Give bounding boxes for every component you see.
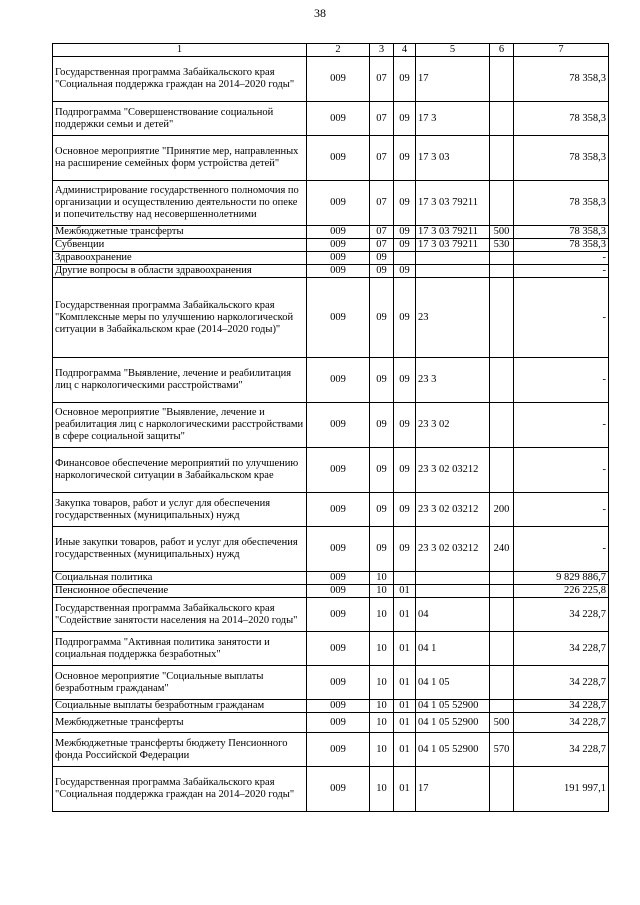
- table-row: [53, 767, 609, 812]
- table-row: [53, 598, 609, 632]
- table-row: [53, 713, 609, 733]
- table-row: [53, 252, 609, 265]
- table-row: [53, 226, 609, 239]
- row-sum: 9 829 886,7: [514, 572, 609, 585]
- row-pr: 09: [394, 226, 416, 239]
- row-vr: [490, 572, 514, 585]
- row-csr: [416, 265, 490, 278]
- header-col-5: 5: [416, 44, 490, 57]
- row-rz: 07: [370, 57, 394, 102]
- row-csr: 04 1 05 52900: [416, 733, 490, 767]
- row-ved: 009: [307, 585, 370, 598]
- row-name: Подпрограмма "Активная политика занятости и социальная поддержка безработных": [53, 632, 307, 666]
- row-sum: -: [514, 493, 609, 527]
- row-pr: 09: [394, 239, 416, 252]
- row-rz: 09: [370, 403, 394, 448]
- row-vr: [490, 403, 514, 448]
- row-ved: 009: [307, 226, 370, 239]
- row-vr: [490, 700, 514, 713]
- row-rz: 10: [370, 666, 394, 700]
- row-csr: 23 3 02 03212: [416, 527, 490, 572]
- row-ved: 009: [307, 102, 370, 136]
- row-ved: 009: [307, 572, 370, 585]
- row-sum: 78 358,3: [514, 136, 609, 181]
- row-vr: [490, 57, 514, 102]
- row-rz: 09: [370, 278, 394, 358]
- row-vr: [490, 585, 514, 598]
- table-row: [53, 265, 609, 278]
- row-csr: 23 3 02 03212: [416, 493, 490, 527]
- row-sum: 34 228,7: [514, 666, 609, 700]
- row-sum: 34 228,7: [514, 598, 609, 632]
- table-row: [53, 733, 609, 767]
- row-pr: 01: [394, 713, 416, 733]
- row-vr: [490, 136, 514, 181]
- row-sum: -: [514, 278, 609, 358]
- row-csr: [416, 585, 490, 598]
- row-vr: [490, 252, 514, 265]
- row-csr: 04: [416, 598, 490, 632]
- row-name: Межбюджетные трансферты: [53, 226, 307, 239]
- row-ved: 009: [307, 252, 370, 265]
- row-csr: 04 1 05 52900: [416, 700, 490, 713]
- row-name: Межбюджетные трансферты бюджету Пенсионного фонда Российской Федерации: [53, 733, 307, 767]
- table-row: [53, 102, 609, 136]
- row-csr: 23 3 02: [416, 403, 490, 448]
- table-row: [53, 239, 609, 252]
- row-rz: 10: [370, 767, 394, 812]
- row-pr: 09: [394, 57, 416, 102]
- row-rz: 10: [370, 585, 394, 598]
- row-pr: 09: [394, 527, 416, 572]
- row-ved: 009: [307, 136, 370, 181]
- row-pr: 01: [394, 632, 416, 666]
- row-rz: 07: [370, 136, 394, 181]
- row-ved: 009: [307, 57, 370, 102]
- row-sum: 226 225,8: [514, 585, 609, 598]
- row-csr: 23 3 02 03212: [416, 448, 490, 493]
- header-col-3: 3: [370, 44, 394, 57]
- row-sum: -: [514, 527, 609, 572]
- row-vr: [490, 102, 514, 136]
- row-sum: 78 358,3: [514, 57, 609, 102]
- row-vr: 530: [490, 239, 514, 252]
- table-row: [53, 493, 609, 527]
- row-ved: 009: [307, 632, 370, 666]
- header-col-1: 1: [53, 44, 307, 57]
- row-csr: 23 3: [416, 358, 490, 403]
- row-csr: [416, 572, 490, 585]
- row-vr: [490, 767, 514, 812]
- row-vr: [490, 181, 514, 226]
- row-pr: [394, 572, 416, 585]
- row-ved: 009: [307, 181, 370, 226]
- row-rz: 09: [370, 527, 394, 572]
- row-rz: 09: [370, 448, 394, 493]
- row-pr: 09: [394, 493, 416, 527]
- row-name: Закупка товаров, работ и услуг для обеспечения государственных (муниципальных) нужд: [53, 493, 307, 527]
- row-pr: 09: [394, 265, 416, 278]
- row-ved: 009: [307, 666, 370, 700]
- row-csr: 17: [416, 767, 490, 812]
- row-rz: 10: [370, 572, 394, 585]
- row-sum: -: [514, 358, 609, 403]
- row-csr: 17 3 03: [416, 136, 490, 181]
- row-ved: 009: [307, 358, 370, 403]
- header-col-4: 4: [394, 44, 416, 57]
- row-csr: [416, 252, 490, 265]
- row-pr: 09: [394, 358, 416, 403]
- row-name: Государственная программа Забайкальского края "Содействие занятости населения на 2014–2020 годы": [53, 598, 307, 632]
- row-pr: 01: [394, 666, 416, 700]
- table-row: [53, 181, 609, 226]
- table-row: [53, 136, 609, 181]
- row-vr: [490, 448, 514, 493]
- row-csr: 04 1: [416, 632, 490, 666]
- row-ved: 009: [307, 767, 370, 812]
- header-col-6: 6: [490, 44, 514, 57]
- row-vr: 200: [490, 493, 514, 527]
- row-name: Подпрограмма "Совершенствование социальной поддержки семьи и детей": [53, 102, 307, 136]
- row-ved: 009: [307, 733, 370, 767]
- row-sum: 34 228,7: [514, 700, 609, 713]
- table-row: [53, 448, 609, 493]
- row-pr: 09: [394, 136, 416, 181]
- row-name: Государственная программа Забайкальского края "Комплексные меры по улучшению наркологической ситуации в Забайкальском крае (2014–2020 годы)": [53, 278, 307, 358]
- page-number: 38: [314, 6, 326, 20]
- row-name: Межбюджетные трансферты: [53, 713, 307, 733]
- row-ved: 009: [307, 403, 370, 448]
- row-csr: 17: [416, 57, 490, 102]
- row-name: Администрирование государственного полномочия по организации и осуществлению деятельности по опеке и попечительству над несовершеннолетними: [53, 181, 307, 226]
- table-row: [53, 700, 609, 713]
- row-csr: 04 1 05: [416, 666, 490, 700]
- table-row: [53, 57, 609, 102]
- row-rz: 10: [370, 733, 394, 767]
- row-pr: 01: [394, 733, 416, 767]
- header-row: [53, 44, 609, 57]
- row-csr: 17 3 03 79211: [416, 181, 490, 226]
- budget-table: [52, 43, 609, 812]
- row-rz: 07: [370, 239, 394, 252]
- row-name: Финансовое обеспечение мероприятий по улучшению наркологической ситуации в Забайкальском крае: [53, 448, 307, 493]
- row-csr: 17 3 03 79211: [416, 239, 490, 252]
- row-vr: 240: [490, 527, 514, 572]
- row-sum: 191 997,1: [514, 767, 609, 812]
- row-name: Государственная программа Забайкальского края "Социальная поддержка граждан на 2014–2020 годы": [53, 57, 307, 102]
- row-vr: [490, 666, 514, 700]
- row-pr: 01: [394, 585, 416, 598]
- header-col-7: 7: [514, 44, 609, 57]
- row-rz: 09: [370, 252, 394, 265]
- row-name: Социальные выплаты безработным гражданам: [53, 700, 307, 713]
- table-row: [53, 572, 609, 585]
- row-pr: 09: [394, 181, 416, 226]
- row-ved: 009: [307, 713, 370, 733]
- row-vr: [490, 278, 514, 358]
- row-ved: 009: [307, 598, 370, 632]
- row-rz: 07: [370, 102, 394, 136]
- row-rz: 10: [370, 700, 394, 713]
- row-vr: 500: [490, 713, 514, 733]
- row-ved: 009: [307, 448, 370, 493]
- row-sum: 78 358,3: [514, 181, 609, 226]
- row-pr: 01: [394, 700, 416, 713]
- table-row: [53, 585, 609, 598]
- row-vr: 570: [490, 733, 514, 767]
- row-rz: 09: [370, 265, 394, 278]
- row-rz: 10: [370, 598, 394, 632]
- row-name: Субвенции: [53, 239, 307, 252]
- row-ved: 009: [307, 493, 370, 527]
- row-sum: 34 228,7: [514, 632, 609, 666]
- row-rz: 07: [370, 226, 394, 239]
- row-sum: -: [514, 403, 609, 448]
- table-body: [53, 57, 609, 812]
- row-name: Социальная политика: [53, 572, 307, 585]
- header-col-2: 2: [307, 44, 370, 57]
- row-pr: 09: [394, 403, 416, 448]
- row-csr: 04 1 05 52900: [416, 713, 490, 733]
- row-name: Иные закупки товаров, работ и услуг для обеспечения государственных (муниципальных) нужд: [53, 527, 307, 572]
- table-row: [53, 666, 609, 700]
- row-sum: -: [514, 265, 609, 278]
- row-sum: -: [514, 252, 609, 265]
- row-csr: 17 3: [416, 102, 490, 136]
- table-row: [53, 527, 609, 572]
- row-pr: 09: [394, 278, 416, 358]
- row-ved: 009: [307, 278, 370, 358]
- row-name: Основное мероприятие "Выявление, лечение и реабилитация лиц с наркологическими расстройствами в сфере социальной защиты": [53, 403, 307, 448]
- row-sum: 34 228,7: [514, 713, 609, 733]
- row-vr: [490, 358, 514, 403]
- row-name: Здравоохранение: [53, 252, 307, 265]
- row-ved: 009: [307, 527, 370, 572]
- row-name: Государственная программа Забайкальского края "Социальная поддержка граждан на 2014–2020 годы": [53, 767, 307, 812]
- row-rz: 10: [370, 632, 394, 666]
- row-name: Другие вопросы в области здравоохранения: [53, 265, 307, 278]
- row-vr: [490, 632, 514, 666]
- row-csr: 23: [416, 278, 490, 358]
- row-pr: [394, 252, 416, 265]
- row-pr: 01: [394, 598, 416, 632]
- row-rz: 10: [370, 713, 394, 733]
- row-pr: 09: [394, 102, 416, 136]
- row-rz: 09: [370, 358, 394, 403]
- table-row: [53, 403, 609, 448]
- row-vr: [490, 598, 514, 632]
- row-sum: -: [514, 448, 609, 493]
- table-row: [53, 632, 609, 666]
- row-ved: 009: [307, 265, 370, 278]
- row-name: Подпрограмма "Выявление, лечение и реабилитация лиц с наркологическими расстройствами": [53, 358, 307, 403]
- row-sum: 78 358,3: [514, 239, 609, 252]
- row-pr: 01: [394, 767, 416, 812]
- row-name: Основное мероприятие "Социальные выплаты безработным гражданам": [53, 666, 307, 700]
- row-vr: 500: [490, 226, 514, 239]
- table-row: [53, 278, 609, 358]
- row-csr: 17 3 03 79211: [416, 226, 490, 239]
- row-ved: 009: [307, 239, 370, 252]
- row-pr: 09: [394, 448, 416, 493]
- row-sum: 78 358,3: [514, 226, 609, 239]
- row-ved: 009: [307, 700, 370, 713]
- row-sum: 78 358,3: [514, 102, 609, 136]
- table-row: [53, 358, 609, 403]
- row-name: Пенсионное обеспечение: [53, 585, 307, 598]
- row-rz: 07: [370, 181, 394, 226]
- row-rz: 09: [370, 493, 394, 527]
- row-name: Основное мероприятие "Принятие мер, направленных на расширение семейных форм устройства детей": [53, 136, 307, 181]
- row-vr: [490, 265, 514, 278]
- row-sum: 34 228,7: [514, 733, 609, 767]
